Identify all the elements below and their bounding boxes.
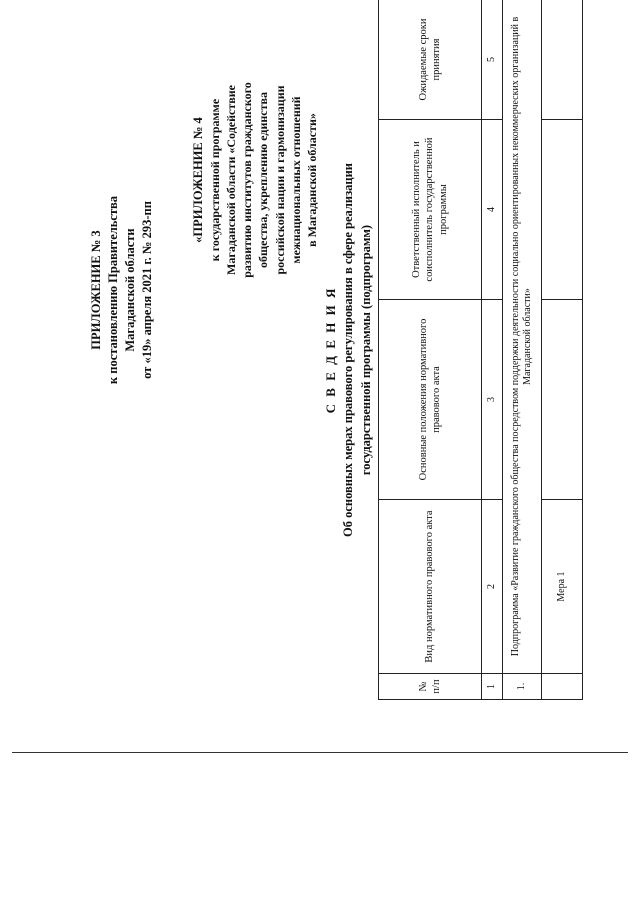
subprogram-number-cell: 1. [503, 674, 542, 700]
measure-number-cell [542, 674, 583, 700]
table-row-measure [542, 0, 583, 700]
title-subheading-2: государственной программы (подпрограмм) [358, 224, 373, 476]
appendix-4-line-4: общества, укреплению единства [256, 92, 271, 268]
appendix-3-title: ПРИЛОЖЕНИЕ № 3 [89, 230, 103, 350]
table-header-row [379, 0, 482, 700]
appendix-3-line-2: Магаданской области [122, 228, 137, 352]
table-row-column-numbers [482, 0, 503, 700]
column-number-cell: 1 [482, 674, 503, 700]
column-number-cell: 4 [482, 120, 503, 300]
appendix-3-line-1: к постановлению Правительства [105, 195, 120, 385]
title-subheading-1: Об основных мерах правового регулирования в сфере реализации [341, 163, 356, 537]
document-title [322, 40, 375, 660]
appendix-4-line-6: межнациональных отношений [288, 96, 303, 264]
column-number-cell: 3 [482, 300, 503, 500]
header-cell-deadline: Ожидаемые сроки принятия [379, 0, 482, 120]
table-cell [542, 300, 583, 500]
header-cell-act-type: Вид нормативного правового акта [379, 500, 482, 674]
title-heading: С В Е Д Е Н И Я [323, 286, 338, 414]
appendix-4-line-1: к государственной программе [207, 98, 222, 262]
column-number-cell: 5 [482, 0, 503, 120]
appendix-3-line-3: от «19» апреля 2021 г. № 293-пп [139, 201, 154, 379]
table-row-subprogram [503, 0, 542, 700]
appendix-4-line-3: развитию институтов гражданского [240, 82, 255, 278]
table-cell [542, 120, 583, 300]
page-divider-line [12, 752, 628, 753]
appendix-4-line-2: Магаданской области «Содействие [224, 85, 239, 275]
appendix-4-title: «ПРИЛОЖЕНИЕ № 4 [191, 117, 205, 243]
header-cell-provisions: Основные положения нормативного правового акта [379, 300, 482, 500]
header-cell-executor: Ответственный исполнитель и соисполнитель государственной программы [379, 120, 482, 300]
appendix-4-block [190, 20, 320, 340]
table-cell [542, 0, 583, 120]
measure-label-cell: Мера 1 [542, 500, 583, 674]
subprogram-title-cell: Подпрограмма «Развитие гражданского общества посредством поддержки деятельности социально ориентированных некоммерческих организаций в Магаданской области» [503, 0, 542, 674]
appendix-4-line-7: в Магаданской области» [305, 113, 319, 247]
column-number-cell: 2 [482, 500, 503, 674]
measures-table [378, 0, 583, 700]
rotated-sheet [60, 0, 620, 700]
appendix-4-line-5: российской нации и гармонизации [272, 85, 287, 275]
appendix-3-block [88, 130, 156, 450]
header-cell-number: № п/п [379, 674, 482, 700]
